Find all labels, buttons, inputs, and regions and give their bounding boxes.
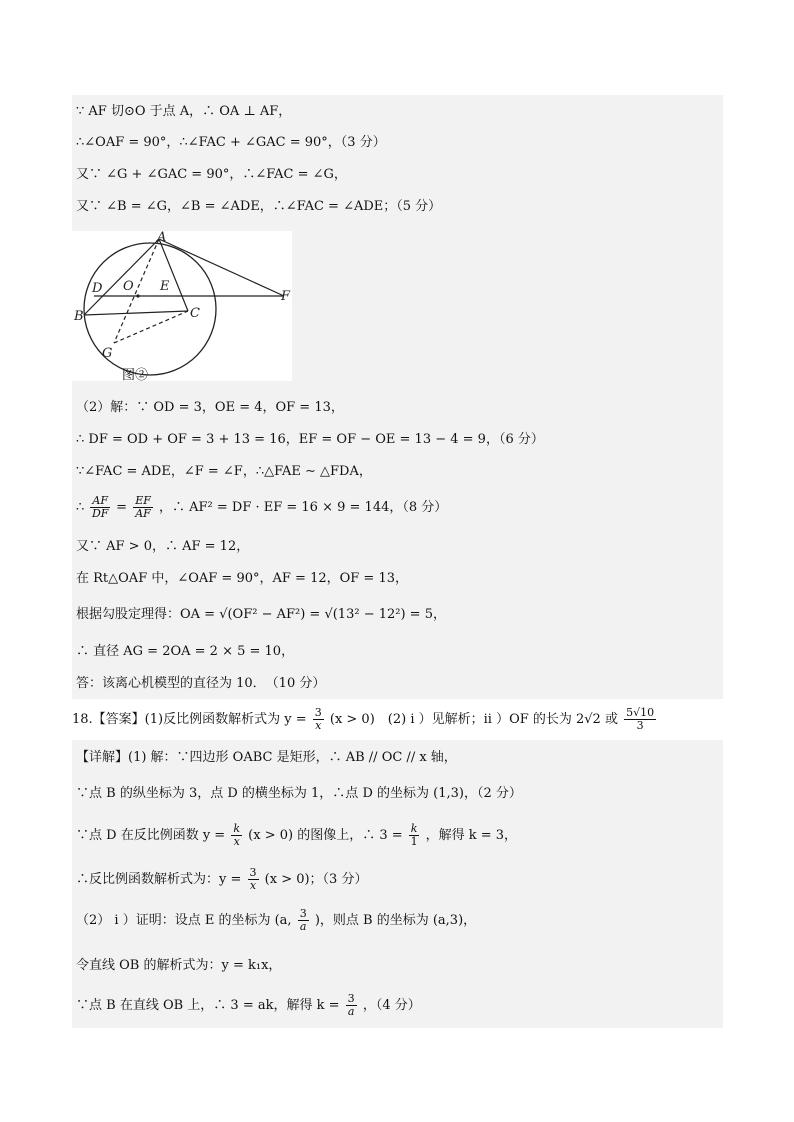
text: ∴	[76, 500, 85, 515]
label-g: G	[102, 346, 113, 361]
text: ，（4 分）	[362, 998, 421, 1013]
geometry-figure	[72, 231, 292, 381]
text-line: 【详解】(1) 解：∵四边形 OABC 是矩形，∴ AB // OC // x 轴，	[76, 750, 457, 765]
text-line: ∵点 B 的纵坐标为 3，点 D 的横坐标为 1，∴点 D 的坐标为 (1,3)，（2 分）	[76, 786, 522, 801]
text-line-fraction	[76, 992, 421, 1020]
fraction	[231, 823, 242, 848]
numerator: 3	[347, 992, 355, 1005]
fraction	[346, 993, 357, 1018]
text-line-fraction	[76, 822, 517, 850]
denominator: AF	[135, 507, 151, 520]
text-line: ∴ 直径 AG = 2OA = 2 × 5 = 10，	[76, 644, 295, 659]
label-o: O	[123, 279, 134, 294]
text: (x > 0) 的图像上，∴ 3 =	[248, 828, 403, 843]
numerator: AF	[92, 494, 108, 507]
text-line-fraction	[76, 494, 447, 522]
label-e: E	[160, 279, 170, 294]
denominator: x	[249, 879, 257, 892]
fraction	[90, 495, 110, 520]
denominator: 3	[636, 719, 644, 732]
denominator: a	[347, 1005, 355, 1018]
denominator: 1	[410, 835, 418, 848]
text-line: 又∵ ∠G + ∠GAC = 90°，∴∠FAC = ∠G，	[76, 167, 347, 182]
circle-diagram	[72, 231, 292, 381]
text-line: （2）解：∵ OD = 3，OE = 4，OF = 13，	[76, 400, 344, 415]
denominator: a	[299, 920, 307, 933]
point-o	[136, 294, 139, 297]
line-bc	[84, 311, 188, 315]
numerator: EF	[135, 494, 151, 507]
text: （2） i ）证明：设点 E 的坐标为 (a,	[76, 913, 292, 928]
fraction	[248, 867, 259, 892]
denominator: x	[233, 835, 240, 848]
text-line: ∵ AF 切⊙O 于点 A，∴ OA ⊥ AF，	[76, 104, 292, 119]
numerator: k	[410, 822, 418, 835]
numerator: 3	[299, 907, 307, 920]
line-ag	[114, 239, 159, 343]
text-line-fraction	[76, 866, 367, 894]
text-line: 又∵ AF > 0，∴ AF = 12，	[76, 539, 250, 554]
text-line: 令直线 OB 的解析式为：y = k₁x，	[76, 958, 282, 973]
text-line: 答：该离心机模型的直径为 10． （10 分）	[76, 676, 326, 691]
line-af	[159, 239, 284, 296]
text: ，解得 k = 3，	[425, 828, 518, 843]
numerator: 3	[249, 866, 257, 879]
fraction	[133, 495, 153, 520]
text: (x > 0)；（3 分）	[264, 872, 368, 887]
text-line-fraction	[76, 907, 476, 935]
text-line: 根据勾股定理得：OA = √(OF² − AF²) = √(13² − 12²) = 5，	[76, 607, 446, 622]
text-line: ∴∠OAF = 90°，∴∠FAC + ∠GAC = 90°，（3 分）	[76, 135, 386, 150]
text: (x > 0) (2) i ）见解析；ii ）OF 的长为 2√2 或	[329, 712, 618, 727]
line-ab	[84, 239, 159, 315]
denominator: x	[315, 719, 322, 732]
fraction	[313, 707, 324, 732]
text-line: ∵∠FAC = ADE，∠F = ∠F，∴△FAE ∼ △FDA，	[76, 464, 372, 479]
text-line: 在 Rt△OAF 中，∠OAF = 90°，AF = 12，OF = 13，	[76, 571, 408, 586]
figure-caption: 图②	[122, 368, 149, 383]
text: )，则点 B 的坐标为 (a,3)，	[314, 913, 477, 928]
fraction	[624, 707, 656, 732]
text-line: 又∵ ∠B = ∠G，∠B = ∠ADE，∴∠FAC = ∠ADE；（5 分）	[76, 199, 442, 214]
text: ∴反比例函数解析式为：y =	[76, 872, 242, 887]
label-d: D	[92, 281, 103, 296]
text: ∵点 D 在反比例函数 y =	[76, 828, 226, 843]
text: ，∴ AF² = DF · EF = 16 × 9 = 144，（8 分）	[159, 500, 448, 515]
fraction	[298, 908, 309, 933]
fraction	[409, 823, 420, 848]
numerator: 3	[314, 706, 322, 719]
numerator: k	[233, 822, 241, 835]
text: =	[116, 500, 128, 515]
label-f: F	[281, 289, 291, 304]
text: ∵点 B 在直线 OB 上，∴ 3 = ak，解得 k =	[76, 998, 340, 1013]
label-b: B	[74, 309, 84, 324]
line-gc	[114, 311, 188, 343]
text-line: ∴ DF = OD + OF = 3 + 13 = 16，EF = OF − OE = 13 − 4 = 9，（6 分）	[76, 432, 544, 447]
label-a: A	[157, 231, 167, 245]
denominator: DF	[91, 507, 109, 520]
numerator: 5√10	[626, 706, 655, 719]
text: 18.【答案】(1)反比例函数解析式为 y =	[72, 712, 311, 727]
label-c: C	[190, 306, 200, 321]
answer-line	[72, 706, 658, 734]
